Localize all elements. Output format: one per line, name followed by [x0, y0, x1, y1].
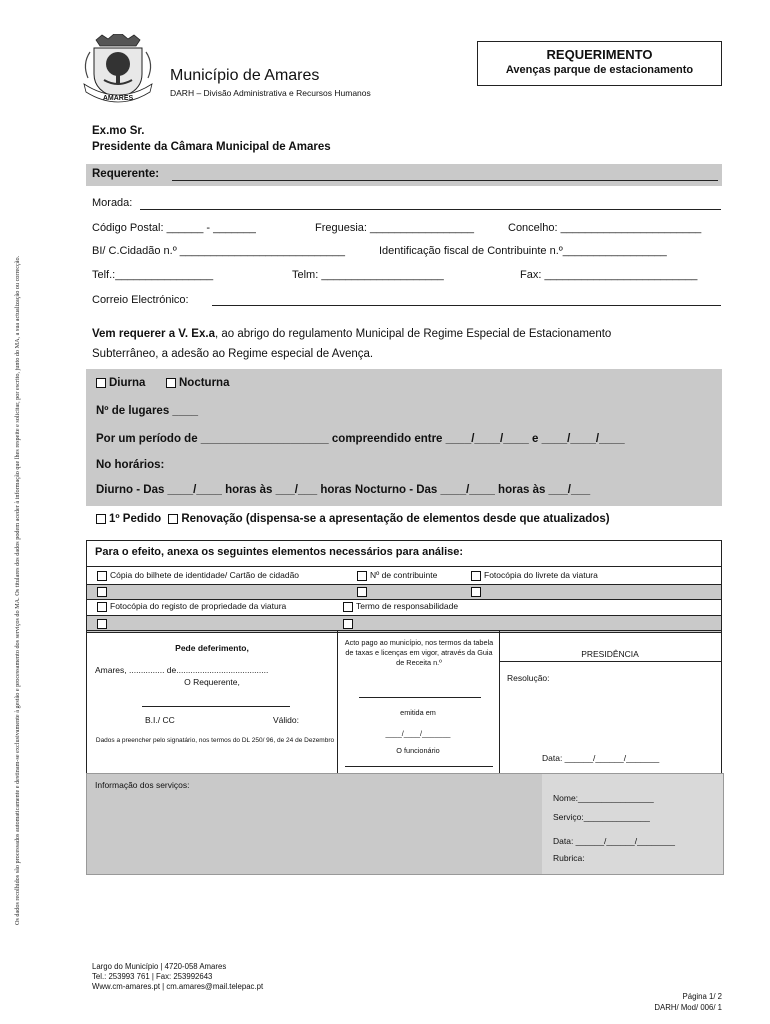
presidency-date-field[interactable]: Data: ______/______/_______ [542, 753, 660, 763]
request-subtitle: Avenças parque de estacionamento [505, 64, 694, 76]
documents-title: Para o efeito, anexa os seguintes elementos necessários para análise: [95, 546, 464, 558]
doc-tax-option[interactable] [357, 570, 437, 581]
page-number: Página 1/ 2 [682, 992, 722, 1001]
issued-label: emitida em [400, 708, 436, 717]
fax-field[interactable]: Fax: _________________________ [520, 269, 698, 281]
email-field[interactable] [212, 305, 721, 306]
address-label: Morada: [92, 197, 133, 209]
services-info-box [86, 773, 724, 875]
doc-id-checkbox[interactable] [97, 571, 107, 581]
request-paragraph-line1 [92, 328, 611, 340]
extra-checkbox-3[interactable] [471, 587, 481, 597]
hours-field[interactable]: Diurno - Das ____/____ horas às ___/___ horas Nocturno - Das ____/____ horas às ___/___ [96, 484, 591, 496]
postal-code-field[interactable]: Código Postal: ______ - _______ [92, 222, 256, 234]
resolution-label: Resolução: [507, 673, 550, 683]
coat-of-arms-logo [78, 34, 158, 106]
clerk-signature-line[interactable] [345, 766, 493, 767]
documents-grey-row-1 [87, 584, 721, 600]
requester-label: Requerente: [92, 168, 160, 180]
first-request-checkbox[interactable] [96, 514, 106, 524]
request-approval-text: Pede deferimento, [175, 643, 249, 653]
municipality-field[interactable]: Concelho: _______________________ [508, 222, 702, 234]
logo-text: AMARES [102, 95, 134, 102]
department-subtitle: DARH – Divisão Administrativa e Recursos Humanos [170, 88, 371, 98]
doc-tax-checkbox[interactable] [357, 571, 367, 581]
doc-vehicle-booklet-checkbox[interactable] [471, 571, 481, 581]
doc-registry-checkbox[interactable] [97, 602, 107, 612]
addressee-line2: Presidente da Câmara Municipal de Amares [92, 141, 331, 153]
requester-signature-label: O Requerente, [184, 677, 240, 687]
doc-liability-label: Termo de responsabilidade [356, 601, 459, 611]
extra-checkbox-2[interactable] [357, 587, 367, 597]
nocturnal-checkbox[interactable] [166, 378, 176, 388]
doc-liability-option[interactable] [343, 601, 458, 612]
clerk-label: O funcionário [396, 746, 440, 755]
doc-id-option[interactable] [97, 570, 299, 581]
spaces-count-field[interactable]: Nº de lugares ____ [96, 405, 199, 417]
request-paragraph-line2: Subterrâneo, a adesão ao Regime especial de Avença. [92, 348, 374, 360]
signature-section [86, 630, 722, 775]
period-field[interactable]: Por um período de ____________________ compreendido entre ____/____/____ e ____/____/____ [96, 433, 625, 445]
email-label: Correio Electrónico: [92, 294, 189, 306]
doc-liability-checkbox[interactable] [343, 602, 353, 612]
requester-bar [86, 164, 722, 186]
services-signature-label: Rubrica: [553, 853, 585, 863]
footer-address: Largo do Município | 4720-058 Amares [92, 962, 227, 971]
renewal-label: Renovação (dispensa-se a apresentação de elementos desde que atualizados) [181, 513, 610, 525]
id-card-field[interactable]: BI/ C.Cidadão n.º ___________________________ [92, 245, 345, 257]
doc-vehicle-booklet-label: Fotocópia do livrete da viatura [484, 570, 598, 580]
diurnal-checkbox[interactable] [96, 378, 106, 388]
nocturnal-option[interactable] [166, 377, 229, 389]
doc-tax-label: Nº de contribuinte [370, 570, 438, 580]
signature-line[interactable] [142, 706, 290, 707]
options-box [86, 369, 722, 506]
diurnal-option[interactable] [96, 377, 145, 389]
doc-vehicle-booklet-option[interactable] [471, 570, 598, 581]
side-privacy-text: Os dados recolhidos são processados automaticamente e destinam-se exclusivamente à gestão e processamento dos serviços do MA. Os titulares dos dados podem aceder à informação que lhes respeite e solicitar, por escrito, junto do MA, a sua actualização ou correcção. [14, 255, 21, 925]
parish-field[interactable]: Freguesia: _________________ [315, 222, 475, 234]
services-date-field[interactable]: Data: ______/______/________ [553, 836, 675, 846]
request-bold-text: Vem requerer a V. Ex.a [92, 328, 215, 340]
request-rest-text: , ao abrigo do regulamento Municipal de Regime Especial de Estacionamento [214, 328, 612, 340]
schedule-label: No horários: [96, 459, 165, 471]
nocturnal-label: Nocturna [179, 377, 230, 389]
payment-note: Acto pago ao município, nos termos da tabela de taxas e licenças em vigor, através da Guia de Receita n.º [344, 638, 494, 667]
place-date-line[interactable]: Amares, ............... de....................................... [95, 665, 269, 675]
diurnal-label: Diurna [109, 377, 146, 389]
municipality-title: Município de Amares [170, 67, 320, 84]
doc-id-label: Cópia do bilhete de identidade/ Cartão de cidadão [110, 570, 300, 580]
services-info-label: Informação dos serviços: [95, 780, 190, 790]
valid-label: Válido: [273, 715, 299, 725]
request-type-row [96, 513, 610, 525]
side-privacy-note [14, 130, 28, 930]
addressee-line1: Ex.mo Sr. [92, 125, 145, 137]
request-title: REQUERIMENTO [546, 47, 653, 62]
tax-id-field[interactable]: Identificação fiscal de Contribuinte n.º_________________ [379, 245, 667, 257]
first-request-label: 1º Pedido [109, 513, 162, 525]
extra-checkbox-4[interactable] [97, 619, 107, 629]
services-department-field[interactable]: Serviço:______________ [553, 812, 650, 822]
presidency-label: PRESIDÊNCIA [581, 649, 639, 659]
extra-checkbox-5[interactable] [343, 619, 353, 629]
renewal-checkbox[interactable] [168, 514, 178, 524]
receipt-number-line[interactable] [359, 697, 481, 698]
services-name-field[interactable]: Nome:________________ [553, 793, 654, 803]
footer-phone: Tel.: 253993 761 | Fax: 253992643 [92, 972, 213, 981]
phone-field[interactable]: Telf.:________________ [92, 269, 214, 281]
signatory-note: Dados a preencher pelo signatário, nos termos do DL 250/ 96, de 24 de Dezembro [95, 737, 335, 744]
documents-box [86, 540, 722, 633]
mobile-field[interactable]: Telm: ____________________ [292, 269, 444, 281]
doc-registry-option[interactable] [97, 601, 286, 612]
id-label: B.I./ CC [145, 715, 175, 725]
form-code: DARH/ Mod/ 006/ 1 [654, 1003, 722, 1012]
request-title-box [477, 41, 722, 86]
extra-checkbox-1[interactable] [97, 587, 107, 597]
footer-web: Www.cm-amares.pt | cm.amares@mail.telepac.pt [92, 982, 264, 991]
issued-date-field[interactable]: ____/____/_______ [385, 729, 451, 738]
doc-registry-label: Fotocópia do registo de propriedade da viatura [110, 601, 287, 611]
address-field[interactable] [140, 209, 721, 210]
